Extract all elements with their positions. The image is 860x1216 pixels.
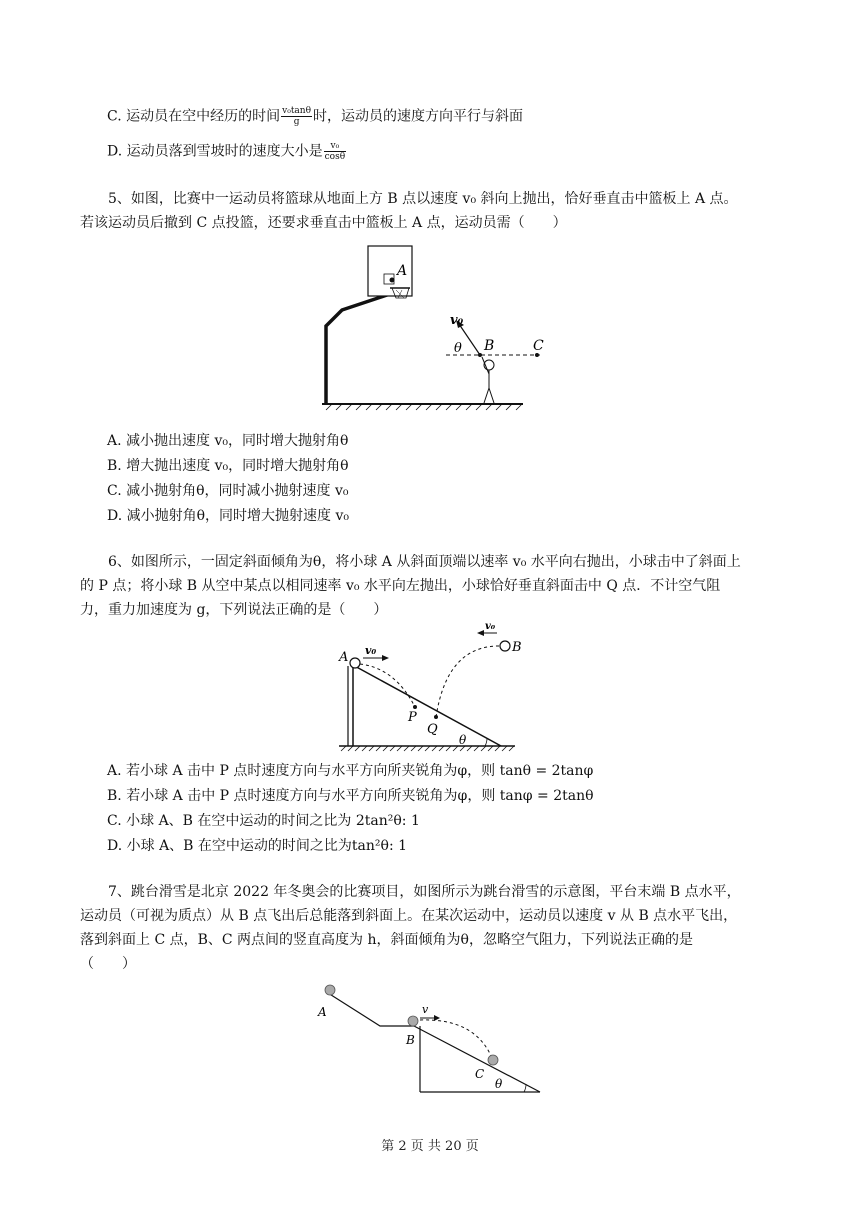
q5-label-c: C (533, 338, 544, 354)
q6-incline-figure (335, 620, 525, 755)
q7-label-v: v (422, 1003, 429, 1016)
page-footer: 第 2 页 共 20 页 (381, 1139, 479, 1154)
q6-label-theta: θ (459, 733, 467, 747)
q7-label-c: C (475, 1067, 485, 1081)
q7-label-a: A (318, 1005, 327, 1019)
q5-label-a: A (397, 263, 408, 279)
q7-stem-line2: 运动员（可视为质点）从 B 点飞出后总能落到斜面上。在某次运动中，运动员以速度 v 从 B 点水平飞出， (80, 908, 738, 924)
q4-option-d-pre: D. 运动员落到雪坡时的速度大小是 (107, 143, 323, 160)
q4-option-c (107, 106, 523, 127)
q6-option-c: C. 小球 A、B 在空中运动的时间之比为 2tan²θ: 1 (107, 813, 420, 829)
q4-option-d-fraction: $\frac{\text{v₀}}{\cos\theta}$ (324, 141, 346, 162)
q6-stem-line2: 的 P 点；将小球 B 从空中某点以相同速率 v₀ 水平向左抛出，小球恰好垂直斜面击中 Q 点．不计空气阻 (80, 578, 721, 594)
q4-option-c-post: 时，运动员的速度方向平行与斜面 (313, 108, 524, 125)
q5-option-b: B. 增大抛出速度 v₀，同时增大抛射角θ (107, 458, 349, 474)
q6-label-v0b: v₀ (485, 621, 496, 632)
q6-option-d: D. 小球 A、B 在空中运动的时间之比为tan²θ: 1 (107, 838, 408, 854)
q6-option-a: A. 若小球 A 击中 P 点时速度方向与水平方向所夹锐角为φ，则 tanθ = 2tanφ (107, 763, 594, 779)
q6-label-p: P (408, 710, 417, 725)
q4-option-d (107, 141, 347, 162)
q4-option-c-fraction: $\frac{\text{v₀tanθ}}{g}$ (282, 106, 312, 127)
q5-label-b: B (484, 338, 495, 354)
q7-label-b: B (406, 1033, 415, 1047)
q5-basketball-figure (318, 238, 558, 418)
q6-stem (80, 550, 780, 622)
q6-label-a: A (339, 650, 349, 665)
q5-stem (80, 187, 780, 235)
q5-label-theta: θ (454, 341, 462, 356)
q7-stem-line3: 落到斜面上 C 点，B、C 两点间的竖直高度为 h，斜面倾角为θ，忽略空气阻力，下列说法正确的是 (80, 932, 693, 948)
q6-label-q: Q (427, 722, 438, 737)
q4-option-c-pre: C. 运动员在空中经历的时间 (107, 108, 281, 125)
q7-stem-line1: 7、跳台滑雪是北京 2022 年冬奥会的比赛项目，如图所示为跳台滑雪的示意图，平台末端 B 点水平， (108, 884, 741, 900)
q5-stem-line1: 5、如图，比赛中一运动员将篮球从地面上方 B 点以速度 v₀ 斜向上抛出，恰好垂直击中篮板上 A 点。 (108, 191, 738, 207)
q6-stem-line1: 6、如图所示，一固定斜面倾角为θ，将小球 A 从斜面顶端以速率 v₀ 水平向右抛出，小球击中了斜面上 (108, 554, 741, 570)
q5-stem-line2: 若该运动员后撤到 C 点投篮，还要求垂直击中篮板上 A 点，运动员需（ ） (80, 215, 567, 231)
q7-stem (80, 880, 780, 976)
q7-label-theta: θ (495, 1077, 503, 1091)
q6-label-b: B (512, 640, 522, 655)
q5-option-d: D. 减小抛射角θ，同时增大抛射速度 v₀ (107, 508, 350, 524)
q7-ski-jump-figure (310, 978, 550, 1098)
q5-label-v0: v₀ (450, 313, 464, 328)
q6-option-b: B. 若小球 A 击中 P 点时速度方向与水平方向所夹锐角为φ，则 tanφ = 2tanθ (107, 788, 594, 804)
q5-option-c: C. 减小抛射角θ，同时减小抛射速度 v₀ (107, 483, 349, 499)
hoop-pole (326, 294, 390, 404)
q5-option-a: A. 减小抛出速度 v₀，同时增大抛射角θ (107, 433, 349, 449)
q7-stem-line4: （ ） (80, 956, 136, 972)
q6-label-v0a: v₀ (365, 644, 377, 657)
q6-stem-line3: 力，重力加速度为 g，下列说法正确的是（ ） (80, 602, 388, 618)
